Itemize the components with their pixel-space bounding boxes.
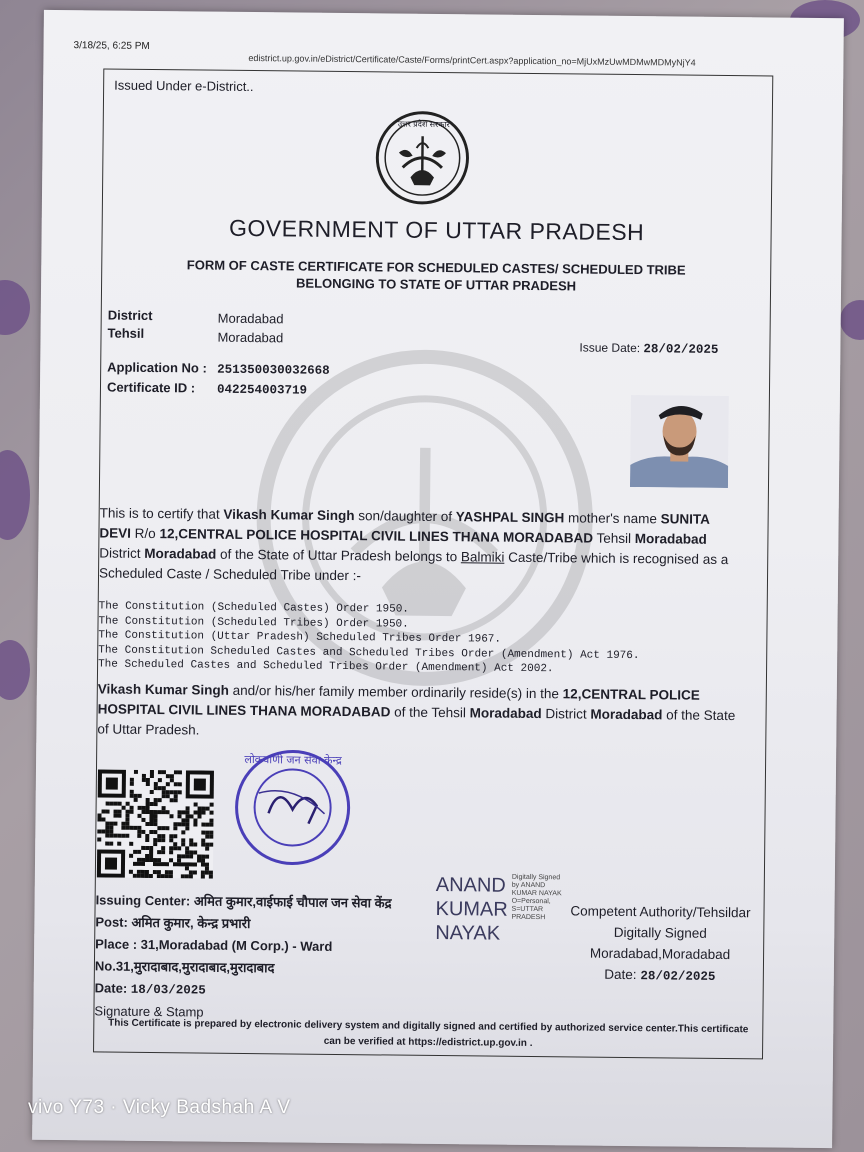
authority-date-label: Date: [604, 966, 641, 983]
residence-tehsil: Moradabad [469, 705, 542, 722]
body-district: Moradabad [144, 545, 217, 562]
place-value: 31,Moradabad (M Corp.) - Ward No.31,मुरादाबाद,मुरादाबाद,मुरादाबाद [94, 936, 333, 976]
issued-under: Issued Under e-District.. [114, 77, 254, 95]
issue-date-label: Issue Date: [579, 340, 644, 356]
form-title [102, 255, 770, 296]
orders-list [98, 599, 737, 678]
camera-watermark: vivo Y73 · Vicky Badshah A V [28, 1097, 291, 1118]
tehsil-label: Tehsil [107, 325, 145, 341]
authority-date-value: 28/02/2025 [640, 969, 716, 984]
body-text: and/or his/her family member ordinarily reside(s) in the [228, 682, 563, 702]
issue-date [579, 340, 718, 356]
form-title-line-1: FORM OF CASTE CERTIFICATE FOR SCHEDULED CASTES/ SCHEDULED TRIBE [186, 257, 686, 278]
issuing-center-block [94, 889, 455, 1026]
authority-title: Competent Authority/Tehsildar [570, 903, 751, 921]
print-url: edistrict.up.gov.in/eDistrict/Certificate/Caste/Forms/printCert.aspx?application_no=MjUxMzUwMDMwMDMyNjY4 [248, 52, 696, 68]
signer-line-2: KUMAR [435, 897, 508, 921]
signer-line-1: ANAND [435, 873, 506, 897]
body-text: Tehsil [592, 530, 635, 547]
body-text: District [541, 706, 591, 722]
residence-district: Moradabad [590, 706, 663, 723]
issuing-center-label: Issuing Center: [95, 892, 194, 909]
application-no-label: Application No : [107, 359, 207, 376]
residence-paragraph [97, 679, 736, 746]
district-value: Moradabad [217, 310, 284, 327]
body-text: mother's name [564, 510, 661, 527]
certificate-paper [32, 10, 844, 1148]
applicant-name: Vikash Kumar Singh [223, 506, 355, 524]
mother-name: SUNITA DEVI [99, 511, 710, 541]
issuing-center-value: अमित कुमार,वाईफाई चौपाल जन सेवा केंद्र [193, 893, 392, 911]
body-text: This is to certify that [99, 505, 224, 522]
stamp-text: लोकवाणी जन सेवा केन्द्र [244, 752, 342, 768]
application-no-value: 251350030032668 [217, 362, 330, 378]
government-title: GOVERNMENT OF UTTAR PRADESH [228, 214, 645, 246]
footer-line-1: This Certificate is prepared by electronic delivery system and digitally signed and certified by authorized service center.This certificate [108, 1017, 749, 1036]
signer-details [511, 874, 567, 923]
background-pattern [840, 300, 864, 340]
body-text: son/daughter of [354, 508, 456, 525]
signer-detail: KUMAR NAYAK [511, 889, 562, 898]
service-center-stamp [228, 743, 357, 872]
competent-authority [565, 900, 756, 988]
body-text: of the State of Uttar Pradesh. [97, 707, 736, 738]
signature-label: Signature & Stamp [94, 1003, 204, 1020]
background-pattern [0, 450, 30, 540]
applicant-photo [630, 395, 729, 488]
certificate-id-value: 042254003719 [216, 382, 308, 398]
body-text: of the State of Uttar Pradesh belongs to [216, 546, 461, 565]
authority-place: Moradabad,Moradabad [589, 945, 731, 963]
footer-line-2: can be verified at https://edistrict.up.gov.in . [323, 1035, 533, 1050]
father-name: YASHPAL SINGH [455, 509, 565, 526]
body-text: District [99, 545, 145, 561]
form-title-line-2: BELONGING TO STATE OF UTTAR PRADESH [296, 275, 577, 294]
order-item: The Constitution (Scheduled Tribes) Order 1950. [98, 614, 409, 631]
certificate-footer [94, 1015, 762, 1054]
signer-detail: O=Personal, S=UTTAR PRADESH [511, 897, 551, 922]
signer-line-3: NAYAK [435, 921, 501, 945]
order-item: The Scheduled Castes and Scheduled Tribes Order (Amendment) Act 2002. [98, 658, 554, 676]
date-label: Date: [94, 980, 131, 996]
tehsil-value: Moradabad [217, 329, 284, 346]
date-value: 18/03/2025 [130, 982, 206, 998]
authority-signed: Digitally Signed [613, 924, 707, 941]
issue-date-value: 28/02/2025 [643, 342, 719, 357]
certificate-id-label: Certificate ID : [106, 379, 196, 396]
residence-name: Vikash Kumar Singh [97, 681, 229, 698]
signer-detail: Digitally Signed by ANAND [511, 873, 561, 890]
background-pattern [0, 280, 30, 335]
certificate-frame [93, 68, 773, 1059]
order-item: The Constitution (Uttar Pradesh) Scheduled Tribes Order 1967. [98, 629, 502, 646]
background-pattern [0, 640, 30, 700]
certificate-body [99, 503, 738, 590]
district-label: District [107, 307, 153, 323]
body-text: R/o [130, 525, 160, 542]
body-tehsil: Moradabad [634, 531, 707, 547]
qr-code [96, 769, 215, 878]
emblem-label: उत्तर प्रदेश सरकार [397, 119, 450, 130]
digital-signature [435, 873, 566, 946]
print-datetime: 3/18/25, 6:25 PM [73, 40, 150, 52]
residence-address: 12,CENTRAL POLICE HOSPITAL CIVIL LINES THANA MORADABAD [97, 686, 700, 720]
address: 12,CENTRAL POLICE HOSPITAL CIVIL LINES THANA MORADABAD [159, 526, 594, 546]
order-item: The Constitution Scheduled Castes and Scheduled Tribes Order (Amendment) Act 1976. [98, 643, 640, 662]
body-text: Caste/Tribe which is recognised as a Scheduled Caste / Scheduled Tribe under :- [98, 549, 729, 584]
place-label: Place : [95, 936, 141, 952]
body-text: of the Tehsil [390, 704, 470, 721]
caste: Balmiki [460, 549, 505, 565]
order-item: The Constitution (Scheduled Castes) Order 1950. [98, 600, 410, 616]
post-value: अमित कुमार, केन्द्र प्रभारी [131, 914, 251, 932]
post-label: Post: [95, 914, 132, 930]
